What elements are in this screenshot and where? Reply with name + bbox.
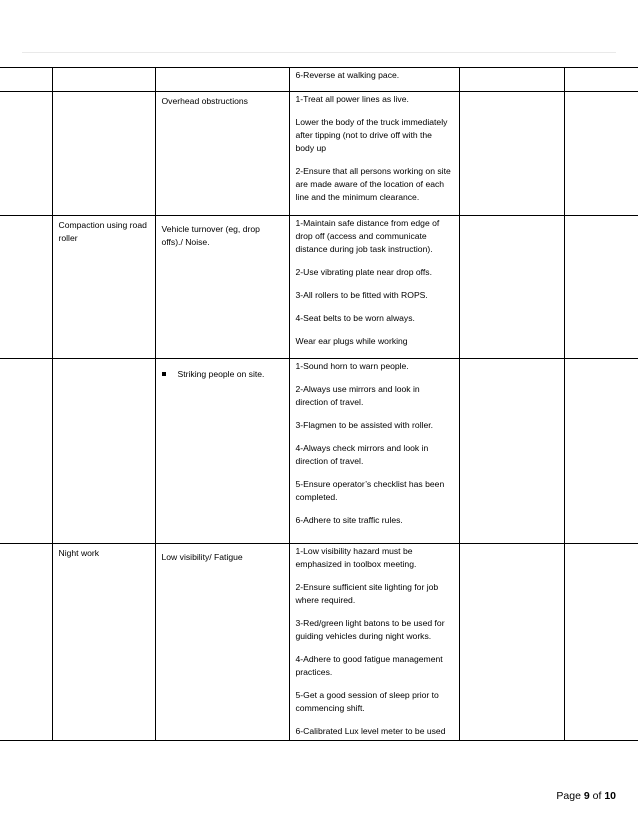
control-line: practices. [295,667,333,677]
control-line: 6-Adhere to site traffic rules. [295,515,403,525]
control-line: Wear ear plugs while working [295,336,408,346]
paragraph-gap [296,504,453,514]
control-line: 4-Seat belts to be worn always. [295,313,415,323]
page-label: Page [556,790,581,802]
control-line: direction of travel. [295,456,364,466]
paragraph-gap [296,679,453,689]
page-of-label: of [592,790,602,802]
control-line: where required. [295,595,356,605]
cell-activity [52,544,155,741]
cell-blank [564,68,638,92]
control-line: drop off (access and communicate [295,231,427,241]
control-line: 2-Ensure sufficient site lighting for job [295,582,439,592]
paragraph-gap [296,106,453,116]
paragraph-gap [296,432,453,442]
cell-blank [0,92,52,216]
hazard-bullet-item [162,368,283,381]
cell-hazard [155,68,289,92]
paragraph-gap [296,607,453,617]
hazard-text: Overhead obstructions [161,96,248,106]
table-row [0,359,638,544]
control-line: commencing shift. [295,703,365,713]
hazard-text: Striking people on site. [177,369,265,379]
control-line: direction of travel. [295,397,364,407]
cell-blank [0,359,52,544]
cell-activity [52,68,155,92]
control-line: guiding vehicles during night works. [295,631,432,641]
control-line: 4-Adhere to good fatigue management [295,654,443,664]
table-row [0,68,638,92]
paragraph-gap [296,256,453,266]
control-line: 6-Calibrated Lux level meter to be used [295,726,446,736]
table-row [0,92,638,216]
control-line: 1-Sound horn to warn people. [295,361,409,371]
paragraph-gap [296,279,453,289]
control-line: 5-Get a good session of sleep prior to [295,690,439,700]
paragraph-gap [296,468,453,478]
cell-activity [52,359,155,544]
control-line: Lower the body of the truck immediately [295,117,448,127]
cell-activity [52,216,155,359]
table-row [0,216,638,359]
cell-blank [564,216,638,359]
control-line: 6-Reverse at walking pace. [295,70,400,80]
cell-blank [459,92,564,216]
activity-line: Compaction using road [58,220,147,230]
cell-blank [459,68,564,92]
control-line: completed. [295,492,338,502]
cell-hazard [155,92,289,216]
cell-blank [0,216,52,359]
control-line: 2-Always use mirrors and look in [295,384,420,394]
header-rule [22,52,616,53]
control-line: line and the minimum clearance. [295,192,420,202]
paragraph-gap [296,715,453,725]
paragraph-gap [296,325,453,335]
cell-hazard [155,216,289,359]
cell-blank [564,359,638,544]
control-line: after tipping (not to drive off with the [295,130,432,140]
cell-controls [289,544,459,741]
control-line: 2-Use vibrating plate near drop offs. [295,267,432,277]
control-line: 1-Treat all power lines as live. [295,94,409,104]
cell-blank [459,544,564,741]
cell-blank [459,359,564,544]
risk-assessment-table [0,67,638,741]
cell-blank [564,544,638,741]
cell-hazard [155,544,289,741]
paragraph-gap [296,373,453,383]
table-row [0,544,638,741]
paragraph-gap [296,409,453,419]
paragraph-gap [296,302,453,312]
cell-blank [0,68,52,92]
cell-controls [289,68,459,92]
cell-controls [289,92,459,216]
square-bullet-icon [162,372,166,376]
activity-line: roller [58,233,78,243]
cell-controls [289,359,459,544]
page-number: 9 [583,790,590,802]
control-line: emphasized in toolbox meeting. [295,559,417,569]
control-line: are made aware of the location of each [295,179,445,189]
cell-blank [0,544,52,741]
control-line: 1-Low visibility hazard must be [295,546,413,556]
control-line: 5-Ensure operator’s checklist has been [295,479,445,489]
paragraph-gap [296,155,453,165]
cell-activity [52,92,155,216]
cell-blank [459,216,564,359]
control-line: 4-Always check mirrors and look in [295,443,429,453]
cell-controls [289,216,459,359]
table-body [0,68,638,741]
control-line: 3-Flagmen to be assisted with roller. [295,420,434,430]
activity-line: Night work [58,548,100,558]
control-line: 2-Ensure that all persons working on site [295,166,451,176]
page-total: 10 [604,790,616,802]
paragraph-gap [296,571,453,581]
control-line: 3-All rollers to be fitted with ROPS. [295,290,428,300]
cell-blank [564,92,638,216]
control-line: 3-Red/green light batons to be used for [295,618,445,628]
control-line: distance during job task instruction). [295,244,433,254]
hazard-text: Low visibility/ Fatigue [161,552,243,562]
paragraph-gap [296,643,453,653]
page-footer [556,790,616,802]
hazard-text: Vehicle turnover (eg, drop offs)./ Noise. [161,224,260,247]
control-line: body up [295,143,327,153]
control-line: 1-Maintain safe distance from edge of [295,218,440,228]
cell-hazard [155,359,289,544]
